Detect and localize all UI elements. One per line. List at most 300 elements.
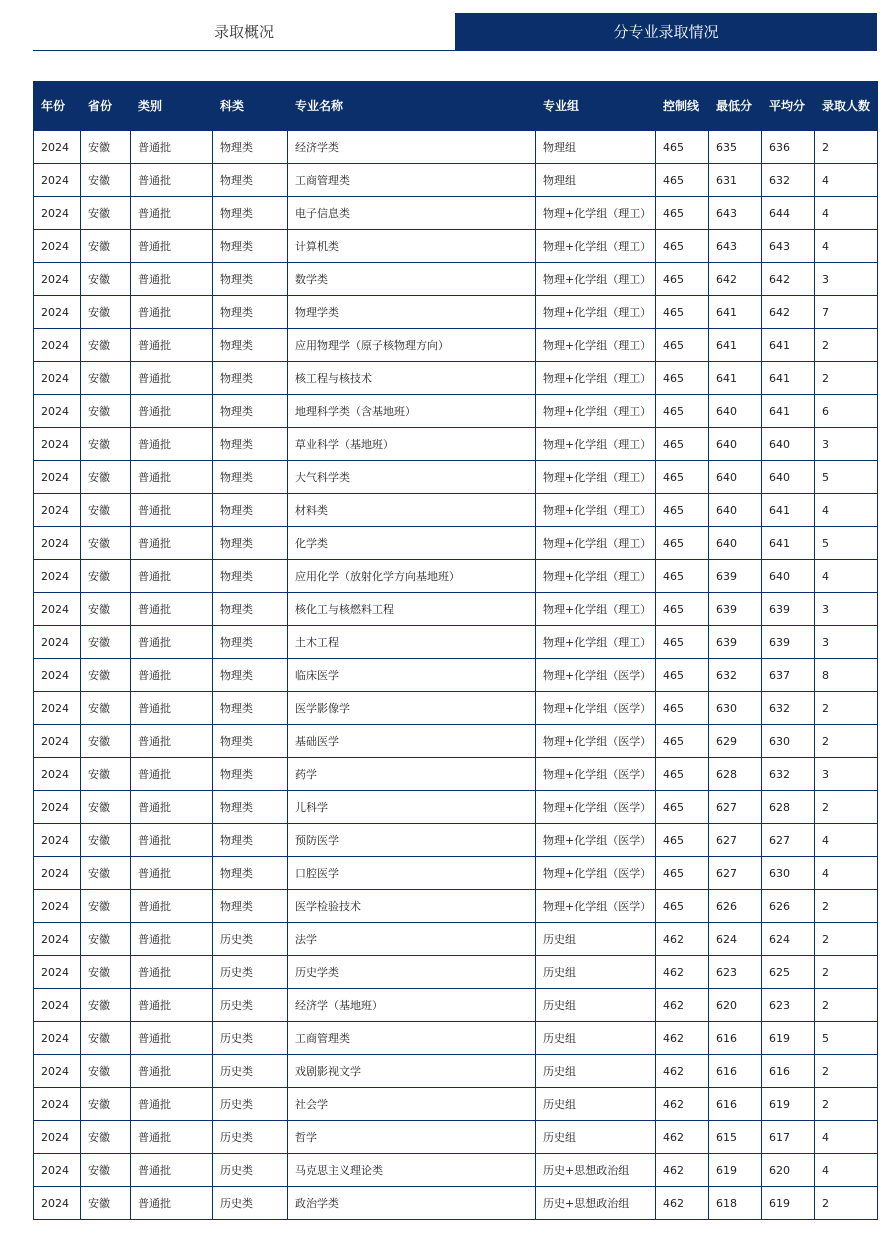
cell-subject-category: 物理类 [213,296,288,329]
cell-batch: 普通批 [131,1022,213,1055]
cell-subject-category: 历史类 [213,956,288,989]
header-avg-score: 平均分 [762,82,815,131]
cell-admitted-count: 2 [815,362,878,395]
table-row [34,659,878,692]
cell-control-line: 465 [656,197,709,230]
cell-admitted-count: 2 [815,923,878,956]
cell-major-group: 物理+化学组（医学） [536,692,656,725]
table-row [34,923,878,956]
cell-province: 安徽 [81,263,131,296]
cell-admitted-count: 2 [815,890,878,923]
cell-control-line: 462 [656,989,709,1022]
cell-batch: 普通批 [131,329,213,362]
cell-avg-score: 619 [762,1088,815,1121]
cell-control-line: 465 [656,791,709,824]
cell-control-line: 465 [656,824,709,857]
cell-batch: 普通批 [131,164,213,197]
cell-admitted-count: 4 [815,164,878,197]
table-row [34,329,878,362]
cell-control-line: 465 [656,593,709,626]
cell-major-name: 戏剧影视文学 [288,1055,536,1088]
cell-major-name: 草业科学（基地班） [288,428,536,461]
cell-min-score: 630 [709,692,762,725]
cell-avg-score: 637 [762,659,815,692]
cell-major-name: 地理科学类（含基地班） [288,395,536,428]
cell-major-name: 预防医学 [288,824,536,857]
cell-year: 2024 [34,725,81,758]
cell-control-line: 465 [656,362,709,395]
cell-min-score: 632 [709,659,762,692]
cell-avg-score: 632 [762,164,815,197]
cell-avg-score: 625 [762,956,815,989]
cell-avg-score: 630 [762,857,815,890]
cell-batch: 普通批 [131,1088,213,1121]
cell-batch: 普通批 [131,263,213,296]
cell-year: 2024 [34,1022,81,1055]
cell-admitted-count: 5 [815,1022,878,1055]
cell-year: 2024 [34,164,81,197]
cell-year: 2024 [34,923,81,956]
table-row [34,824,878,857]
cell-year: 2024 [34,989,81,1022]
cell-avg-score: 617 [762,1121,815,1154]
cell-province: 安徽 [81,956,131,989]
cell-control-line: 465 [656,626,709,659]
cell-min-score: 631 [709,164,762,197]
cell-min-score: 640 [709,494,762,527]
table-row [34,1022,878,1055]
table-row [34,626,878,659]
cell-batch: 普通批 [131,395,213,428]
cell-subject-category: 物理类 [213,824,288,857]
cell-major-name: 历史学类 [288,956,536,989]
cell-subject-category: 物理类 [213,461,288,494]
cell-avg-score: 641 [762,494,815,527]
cell-admitted-count: 6 [815,395,878,428]
admission-table [33,81,878,1220]
table-row [34,692,878,725]
cell-min-score: 640 [709,461,762,494]
cell-major-name: 马克思主义理论类 [288,1154,536,1187]
cell-batch: 普通批 [131,1055,213,1088]
header-batch: 类别 [131,82,213,131]
cell-major-name: 电子信息类 [288,197,536,230]
cell-min-score: 639 [709,593,762,626]
cell-year: 2024 [34,494,81,527]
header-min-score: 最低分 [709,82,762,131]
table-row [34,164,878,197]
cell-batch: 普通批 [131,560,213,593]
cell-major-group: 物理+化学组（理工） [536,395,656,428]
cell-province: 安徽 [81,494,131,527]
cell-province: 安徽 [81,164,131,197]
cell-year: 2024 [34,1187,81,1220]
cell-batch: 普通批 [131,593,213,626]
cell-control-line: 465 [656,461,709,494]
cell-subject-category: 物理类 [213,197,288,230]
cell-province: 安徽 [81,824,131,857]
cell-admitted-count: 2 [815,1088,878,1121]
tab-admission-by-major[interactable]: 分专业录取情况 [455,13,877,50]
cell-subject-category: 物理类 [213,329,288,362]
cell-avg-score: 642 [762,296,815,329]
table-row [34,989,878,1022]
tab-admission-overview[interactable]: 录取概况 [33,13,455,50]
table-row [34,230,878,263]
table-row [34,890,878,923]
cell-batch: 普通批 [131,1187,213,1220]
cell-province: 安徽 [81,890,131,923]
cell-control-line: 465 [656,131,709,164]
cell-subject-category: 物理类 [213,857,288,890]
cell-control-line: 465 [656,395,709,428]
header-subject-category: 科类 [213,82,288,131]
header-province: 省份 [81,82,131,131]
cell-major-group: 物理+化学组（理工） [536,494,656,527]
cell-subject-category: 物理类 [213,593,288,626]
cell-admitted-count: 4 [815,494,878,527]
table-row [34,758,878,791]
table-row [34,131,878,164]
cell-year: 2024 [34,758,81,791]
cell-major-group: 物理+化学组（理工） [536,428,656,461]
cell-major-name: 数学类 [288,263,536,296]
cell-min-score: 627 [709,824,762,857]
table-row [34,1055,878,1088]
cell-province: 安徽 [81,1187,131,1220]
admission-table-container [33,81,877,1220]
cell-subject-category: 物理类 [213,725,288,758]
cell-subject-category: 物理类 [213,626,288,659]
cell-avg-score: 628 [762,791,815,824]
cell-avg-score: 639 [762,626,815,659]
cell-min-score: 640 [709,395,762,428]
cell-admitted-count: 2 [815,131,878,164]
cell-province: 安徽 [81,230,131,263]
cell-subject-category: 物理类 [213,131,288,164]
cell-subject-category: 物理类 [213,560,288,593]
cell-batch: 普通批 [131,791,213,824]
cell-min-score: 639 [709,560,762,593]
cell-control-line: 462 [656,1154,709,1187]
cell-year: 2024 [34,263,81,296]
cell-province: 安徽 [81,593,131,626]
cell-major-group: 历史组 [536,1055,656,1088]
cell-year: 2024 [34,659,81,692]
cell-admitted-count: 4 [815,230,878,263]
cell-batch: 普通批 [131,527,213,560]
cell-min-score: 641 [709,362,762,395]
cell-min-score: 616 [709,1055,762,1088]
cell-major-name: 工商管理类 [288,164,536,197]
cell-major-group: 物理+化学组（医学） [536,890,656,923]
cell-year: 2024 [34,527,81,560]
cell-major-name: 工商管理类 [288,1022,536,1055]
table-row [34,956,878,989]
cell-avg-score: 644 [762,197,815,230]
cell-subject-category: 历史类 [213,923,288,956]
cell-subject-category: 历史类 [213,1022,288,1055]
cell-avg-score: 641 [762,527,815,560]
cell-avg-score: 643 [762,230,815,263]
cell-major-group: 物理+化学组（医学） [536,791,656,824]
cell-admitted-count: 8 [815,659,878,692]
cell-major-group: 历史组 [536,1121,656,1154]
cell-admitted-count: 5 [815,527,878,560]
header-admitted-count: 录取人数 [815,82,878,131]
cell-avg-score: 619 [762,1187,815,1220]
cell-year: 2024 [34,1121,81,1154]
cell-subject-category: 物理类 [213,692,288,725]
cell-year: 2024 [34,362,81,395]
cell-major-group: 物理+化学组（医学） [536,659,656,692]
cell-major-name: 核工程与核技术 [288,362,536,395]
cell-admitted-count: 4 [815,857,878,890]
cell-year: 2024 [34,1154,81,1187]
cell-province: 安徽 [81,758,131,791]
cell-major-name: 哲学 [288,1121,536,1154]
cell-major-name: 基础医学 [288,725,536,758]
cell-admitted-count: 3 [815,263,878,296]
cell-admitted-count: 4 [815,197,878,230]
cell-subject-category: 物理类 [213,494,288,527]
cell-major-group: 物理+化学组（理工） [536,230,656,263]
cell-subject-category: 历史类 [213,1121,288,1154]
cell-avg-score: 641 [762,329,815,362]
cell-control-line: 462 [656,1055,709,1088]
cell-subject-category: 物理类 [213,230,288,263]
cell-major-group: 物理组 [536,164,656,197]
cell-admitted-count: 2 [815,1187,878,1220]
cell-avg-score: 626 [762,890,815,923]
cell-avg-score: 630 [762,725,815,758]
cell-batch: 普通批 [131,230,213,263]
cell-major-group: 物理+化学组（理工） [536,560,656,593]
cell-admitted-count: 3 [815,428,878,461]
cell-major-group: 物理+化学组（理工） [536,527,656,560]
cell-min-score: 624 [709,923,762,956]
cell-avg-score: 624 [762,923,815,956]
cell-batch: 普通批 [131,428,213,461]
cell-year: 2024 [34,692,81,725]
cell-province: 安徽 [81,395,131,428]
cell-min-score: 616 [709,1022,762,1055]
table-row [34,461,878,494]
cell-control-line: 465 [656,692,709,725]
cell-province: 安徽 [81,560,131,593]
cell-control-line: 465 [656,428,709,461]
cell-subject-category: 物理类 [213,758,288,791]
cell-control-line: 465 [656,527,709,560]
cell-year: 2024 [34,428,81,461]
cell-major-name: 法学 [288,923,536,956]
cell-min-score: 643 [709,197,762,230]
cell-subject-category: 物理类 [213,263,288,296]
cell-avg-score: 616 [762,1055,815,1088]
cell-major-group: 物理+化学组（理工） [536,461,656,494]
cell-major-group: 物理+化学组（理工） [536,197,656,230]
cell-admitted-count: 2 [815,692,878,725]
cell-min-score: 615 [709,1121,762,1154]
cell-province: 安徽 [81,527,131,560]
cell-subject-category: 历史类 [213,1154,288,1187]
cell-province: 安徽 [81,428,131,461]
cell-min-score: 640 [709,527,762,560]
cell-control-line: 465 [656,890,709,923]
table-row [34,362,878,395]
cell-control-line: 462 [656,1022,709,1055]
cell-admitted-count: 7 [815,296,878,329]
cell-year: 2024 [34,626,81,659]
cell-avg-score: 636 [762,131,815,164]
cell-batch: 普通批 [131,362,213,395]
cell-min-score: 627 [709,857,762,890]
cell-control-line: 465 [656,758,709,791]
header-year: 年份 [34,82,81,131]
cell-min-score: 623 [709,956,762,989]
cell-batch: 普通批 [131,857,213,890]
cell-province: 安徽 [81,626,131,659]
table-row [34,857,878,890]
table-row [34,1154,878,1187]
cell-batch: 普通批 [131,626,213,659]
cell-province: 安徽 [81,1055,131,1088]
cell-major-group: 物理组 [536,131,656,164]
cell-major-name: 核化工与核燃料工程 [288,593,536,626]
cell-admitted-count: 2 [815,989,878,1022]
cell-batch: 普通批 [131,296,213,329]
cell-avg-score: 641 [762,362,815,395]
cell-subject-category: 物理类 [213,395,288,428]
cell-subject-category: 历史类 [213,989,288,1022]
cell-admitted-count: 3 [815,593,878,626]
cell-major-group: 历史组 [536,1022,656,1055]
cell-major-name: 土木工程 [288,626,536,659]
cell-major-group: 物理+化学组（医学） [536,857,656,890]
cell-year: 2024 [34,890,81,923]
cell-major-group: 物理+化学组（医学） [536,725,656,758]
cell-avg-score: 632 [762,692,815,725]
table-row [34,428,878,461]
cell-major-group: 历史+思想政治组 [536,1154,656,1187]
cell-province: 安徽 [81,659,131,692]
cell-min-score: 635 [709,131,762,164]
cell-province: 安徽 [81,989,131,1022]
cell-avg-score: 642 [762,263,815,296]
table-row [34,593,878,626]
cell-control-line: 465 [656,263,709,296]
cell-min-score: 627 [709,791,762,824]
cell-year: 2024 [34,857,81,890]
table-row [34,527,878,560]
cell-admitted-count: 4 [815,1154,878,1187]
cell-admitted-count: 5 [815,461,878,494]
cell-batch: 普通批 [131,725,213,758]
cell-control-line: 462 [656,1121,709,1154]
cell-major-name: 应用物理学（原子核物理方向） [288,329,536,362]
cell-year: 2024 [34,956,81,989]
cell-subject-category: 物理类 [213,164,288,197]
cell-admitted-count: 2 [815,1055,878,1088]
cell-min-score: 628 [709,758,762,791]
table-row [34,560,878,593]
cell-province: 安徽 [81,1154,131,1187]
cell-major-group: 物理+化学组（理工） [536,263,656,296]
cell-avg-score: 639 [762,593,815,626]
cell-major-name: 计算机类 [288,230,536,263]
cell-subject-category: 物理类 [213,791,288,824]
cell-province: 安徽 [81,197,131,230]
cell-major-group: 历史组 [536,956,656,989]
cell-control-line: 465 [656,659,709,692]
cell-min-score: 619 [709,1154,762,1187]
cell-major-group: 物理+化学组（医学） [536,824,656,857]
cell-major-group: 历史组 [536,923,656,956]
tab-bar [33,13,877,51]
cell-subject-category: 物理类 [213,890,288,923]
cell-province: 安徽 [81,461,131,494]
cell-major-group: 历史组 [536,989,656,1022]
cell-major-name: 儿科学 [288,791,536,824]
table-row [34,725,878,758]
cell-min-score: 626 [709,890,762,923]
cell-control-line: 462 [656,923,709,956]
header-control-line: 控制线 [656,82,709,131]
cell-year: 2024 [34,593,81,626]
table-row [34,1121,878,1154]
cell-batch: 普通批 [131,494,213,527]
cell-control-line: 465 [656,857,709,890]
cell-avg-score: 640 [762,461,815,494]
cell-avg-score: 619 [762,1022,815,1055]
cell-major-name: 应用化学（放射化学方向基地班） [288,560,536,593]
cell-year: 2024 [34,824,81,857]
cell-major-name: 材料类 [288,494,536,527]
cell-min-score: 629 [709,725,762,758]
cell-min-score: 642 [709,263,762,296]
cell-avg-score: 620 [762,1154,815,1187]
cell-admitted-count: 2 [815,791,878,824]
cell-batch: 普通批 [131,1154,213,1187]
cell-major-group: 历史组 [536,1088,656,1121]
table-row [34,494,878,527]
cell-batch: 普通批 [131,890,213,923]
cell-admitted-count: 3 [815,758,878,791]
cell-min-score: 620 [709,989,762,1022]
cell-control-line: 465 [656,296,709,329]
cell-batch: 普通批 [131,923,213,956]
cell-admitted-count: 2 [815,329,878,362]
cell-batch: 普通批 [131,692,213,725]
cell-major-group: 物理+化学组（理工） [536,626,656,659]
cell-major-name: 社会学 [288,1088,536,1121]
table-row [34,791,878,824]
cell-avg-score: 640 [762,560,815,593]
cell-year: 2024 [34,791,81,824]
cell-province: 安徽 [81,362,131,395]
table-body [34,131,878,1220]
cell-major-group: 物理+化学组（理工） [536,296,656,329]
cell-year: 2024 [34,1055,81,1088]
cell-year: 2024 [34,230,81,263]
cell-province: 安徽 [81,1022,131,1055]
cell-province: 安徽 [81,923,131,956]
cell-province: 安徽 [81,857,131,890]
cell-year: 2024 [34,560,81,593]
cell-min-score: 640 [709,428,762,461]
cell-batch: 普通批 [131,461,213,494]
cell-major-name: 物理学类 [288,296,536,329]
